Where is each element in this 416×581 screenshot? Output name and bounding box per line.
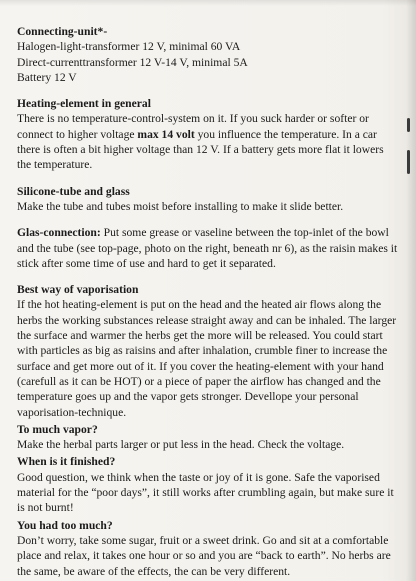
section-heading: Silicone-tube and glass bbox=[17, 184, 130, 198]
section-text bbox=[17, 111, 400, 172]
page-top-shadow bbox=[0, 0, 416, 6]
section-heading: When is it finished? bbox=[17, 455, 116, 469]
section-heading: You had too much? bbox=[17, 518, 113, 532]
section-text bbox=[17, 225, 400, 271]
section-heading: To much vapor? bbox=[17, 422, 98, 436]
section-had-too-much bbox=[17, 518, 400, 579]
inline-heading: Glas-connection: bbox=[17, 226, 101, 240]
margin-mark bbox=[407, 118, 410, 132]
text-run: Put some grease or vaseline between the top-inlet of the bowl and the tube (see top-page, photo on the right, beneath nr 6), as the raisin makes it stick after some time of use and hard to get it separated. bbox=[17, 226, 398, 270]
text-run: you influence the temperature. In a car there is often a bit higher voltage than 12 V. If a battery gets more flat it lowers the temperature. bbox=[17, 127, 384, 172]
section-text: Good question, we think when the taste or joy of it is gone. Safe the vaporised material for the “poor days”, it still works after crumbling again, but make sure it is not burnt! bbox=[17, 470, 394, 515]
section-glas-connection bbox=[17, 225, 400, 271]
text-line: Battery 12 V bbox=[17, 70, 77, 84]
section-connecting-unit bbox=[17, 24, 400, 85]
text-line: Halogen-light-transformer 12 V, minimal 60 VA bbox=[17, 40, 241, 54]
document-body bbox=[17, 24, 400, 579]
section-heading: Best way of vaporisation bbox=[17, 283, 139, 297]
section-heading: Connecting-unit*- bbox=[17, 25, 108, 38]
section-text: Make the tube and tubes moist before installing to make it slide better. bbox=[17, 199, 344, 213]
bold-text-run: max 14 volt bbox=[137, 127, 195, 141]
text-run: There is no temperature-control-system on it. If you suck harder or softer or connect to higher voltage bbox=[17, 112, 369, 141]
section-when-finished bbox=[17, 454, 400, 515]
section-text: Make the herbal parts larger or put less in the head. Check the voltage. bbox=[17, 438, 345, 452]
section-best-way-vaporisation bbox=[17, 282, 400, 420]
section-heading: Heating-element in general bbox=[17, 97, 151, 111]
section-heating-element bbox=[17, 96, 400, 172]
section-too-much-vapor bbox=[17, 422, 400, 453]
page-right-shadow bbox=[406, 0, 416, 581]
section-text: Don’t worry, take some sugar, fruit or a sweet drink. Go and sit at a comfortable place and relax, it takes one hour or so and you are “back to earth”. No herbs are the same, be aware of the effects, the can be very different. bbox=[17, 533, 391, 578]
text-line: Direct-currenttransformer 12 V-14 V, minimal 5A bbox=[17, 55, 248, 69]
section-silicone-tube bbox=[17, 184, 400, 215]
margin-mark bbox=[407, 150, 410, 174]
section-text: If the hot heating-element is put on the head and the heated air flows along the herbs the working substances release straight away and can be inhaled. The larger the surface and warmer the herbs get the more will be released. You could start with particles as big as raisins and after inhalation, crumble finer to increase the surface and get more out of it. If you cover the heating-element with your hand (carefull as it can be HOT) or a piece of paper the airflow has changed and the temperature goes up and the vapor gets stronger. Devellope your personal vaporisation-technique. bbox=[17, 298, 397, 419]
